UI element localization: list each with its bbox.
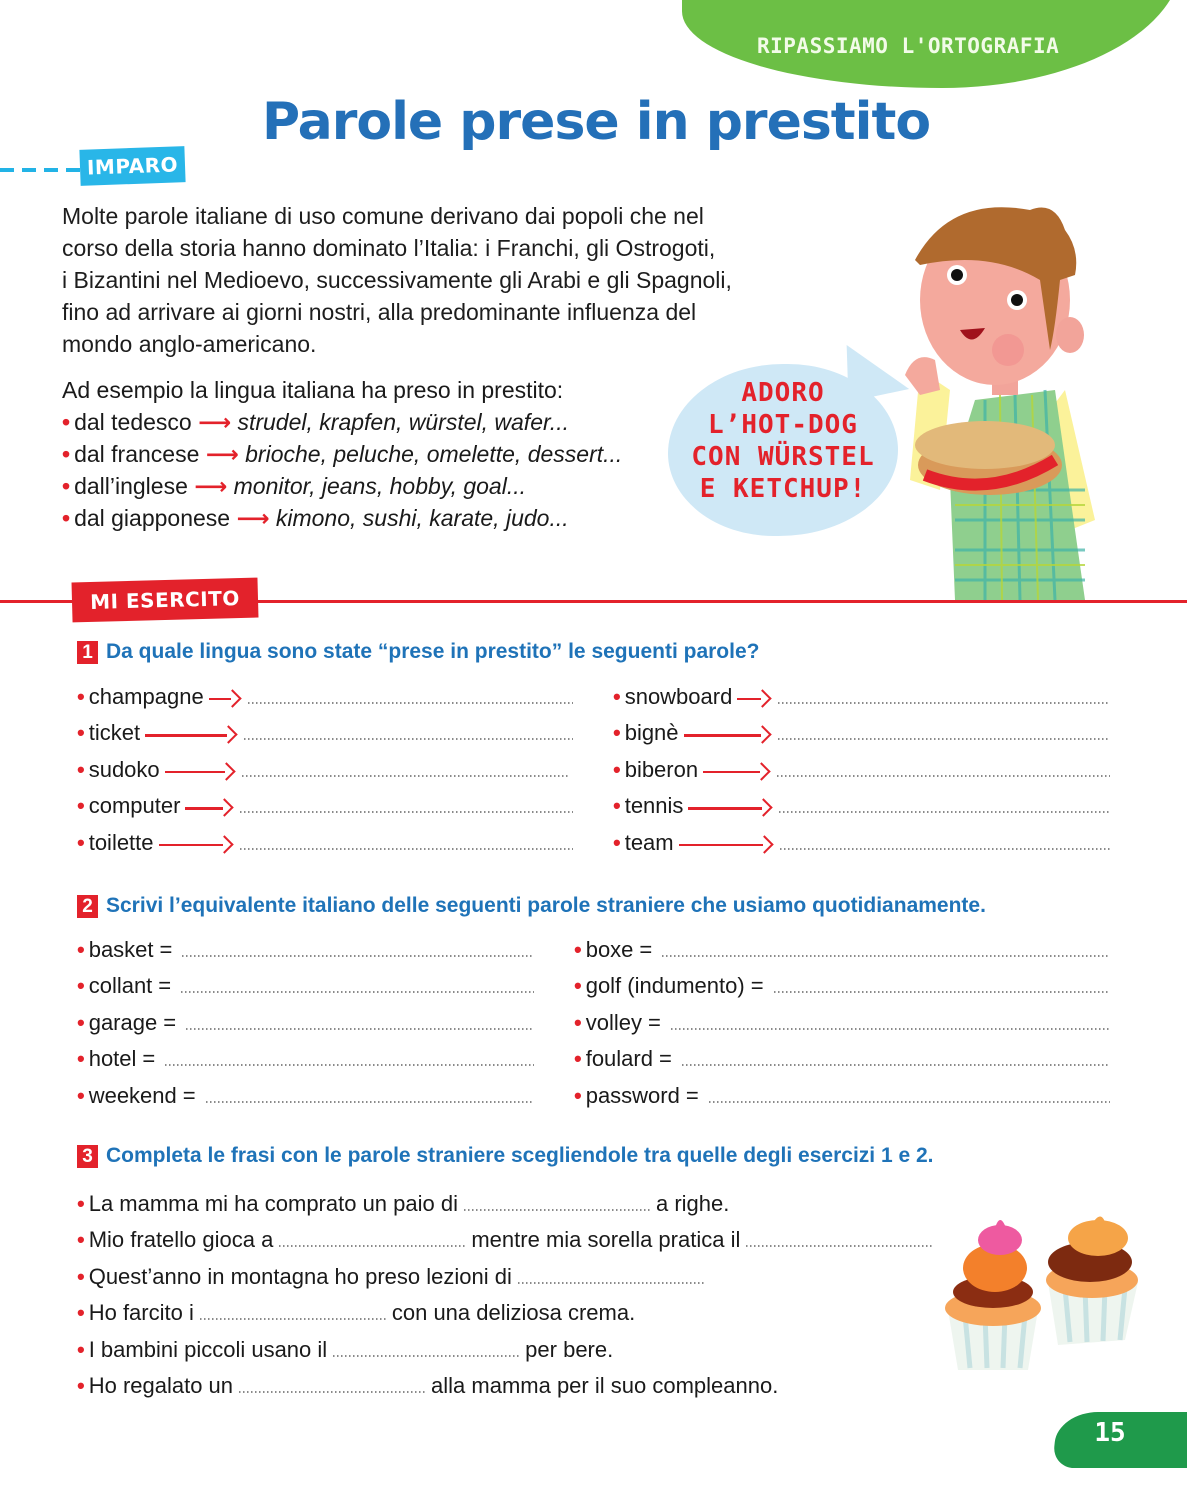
exercise-row: • champagne	[77, 673, 573, 710]
exercise-row: • volley =	[574, 999, 1110, 1036]
exercise-3-sentences	[77, 1180, 977, 1399]
answer-blank[interactable]	[279, 1245, 465, 1247]
sentence-item: • La mamma mi ha comprato un paio di a righe.	[77, 1190, 730, 1216]
example-item: • dal tedesco ⟶ strudel, krapfen, würstel, wafer...	[62, 409, 569, 435]
exercise-row: • weekend =	[77, 1072, 534, 1109]
bullet-icon: •	[613, 720, 621, 745]
bullet-icon: •	[62, 441, 71, 467]
examples-lead: Ad esempio la lingua italiana ha preso in prestito:	[62, 377, 564, 403]
exercise-row: • boxe =	[574, 926, 1110, 963]
arrow-right-icon	[209, 690, 239, 710]
exercise-number: 1	[77, 641, 98, 664]
exercise-row: • garage =	[77, 999, 534, 1036]
bullet-icon: •	[77, 1190, 85, 1216]
dashed-line	[0, 168, 80, 172]
answer-blank[interactable]	[239, 1391, 425, 1393]
bullet-icon: •	[613, 756, 621, 782]
intro-paragraph	[62, 200, 742, 360]
exercise-2-heading	[77, 894, 986, 918]
exercise-row: • basket =	[77, 926, 534, 963]
answer-blank[interactable]	[244, 738, 573, 740]
answer-blank[interactable]	[206, 1101, 534, 1103]
example-item: • dal giapponese ⟶ kimono, sushi, karate, judo...	[62, 505, 569, 531]
exercise-row: • sudoko	[77, 746, 573, 783]
bullet-icon: •	[77, 1373, 85, 1398]
answer-blank[interactable]	[778, 702, 1110, 704]
mi-esercito-tag: MI ESERCITO	[72, 578, 259, 623]
arrow-right-icon	[159, 836, 231, 856]
bullet-icon: •	[77, 720, 85, 745]
answer-blank[interactable]	[682, 1064, 1110, 1066]
intro-line: fino ad arrivare ai giorni nostri, alla predominante influenza del	[62, 299, 697, 325]
bullet-icon: •	[77, 1227, 85, 1252]
arrow-right-icon	[145, 726, 235, 746]
cream-puff-illustration	[940, 1210, 1150, 1375]
examples-list	[62, 374, 662, 534]
exercise-row: • tennis	[613, 783, 1110, 820]
exercise-2-right-column	[574, 926, 1110, 1109]
bullet-icon: •	[613, 793, 621, 818]
bullet-icon: •	[574, 973, 582, 998]
answer-blank[interactable]	[778, 738, 1110, 740]
exercise-row: • password =	[574, 1072, 1110, 1109]
exercise-row: • hotel =	[77, 1036, 534, 1073]
arrow-right-icon	[703, 763, 768, 783]
arrow-right-icon	[684, 726, 769, 746]
answer-blank[interactable]	[777, 775, 1110, 777]
arrow-right-icon	[165, 763, 233, 783]
arrow-right-icon: ⟶	[205, 441, 239, 467]
exercise-row: • golf (indumento) =	[574, 963, 1110, 1000]
bullet-icon: •	[77, 756, 85, 782]
answer-blank[interactable]	[165, 1064, 534, 1066]
bullet-icon: •	[62, 409, 71, 435]
answer-blank[interactable]	[464, 1209, 650, 1211]
bullet-icon: •	[77, 683, 85, 709]
exercise-row: • team	[613, 819, 1110, 856]
answer-blank[interactable]	[333, 1355, 519, 1357]
sentence-item: • Quest’anno in montagna ho preso lezioni di	[77, 1253, 977, 1290]
bullet-icon: •	[62, 473, 71, 499]
exercise-2-left-column	[77, 926, 534, 1109]
answer-blank[interactable]	[662, 955, 1110, 957]
sentence-item: • Ho regalato un alla mamma per il suo compleanno.	[77, 1373, 779, 1398]
answer-blank[interactable]	[248, 702, 573, 704]
bullet-icon: •	[574, 1009, 582, 1035]
speech-bubble-text: ADORO L’HOT-DOG CON WÜRSTEL E KETCHUP!	[691, 378, 875, 504]
exercise-1-left-column	[77, 673, 573, 856]
bullet-icon: •	[77, 829, 85, 855]
bullet-icon: •	[77, 936, 85, 962]
answer-blank[interactable]	[242, 775, 569, 777]
answer-blank[interactable]	[780, 848, 1110, 850]
boy-eating-hotdog-illustration	[880, 190, 1130, 600]
exercise-row: • ticket	[77, 710, 573, 747]
answer-blank[interactable]	[746, 1245, 932, 1247]
exercise-row: • foulard =	[574, 1036, 1110, 1073]
sentence-item: • Ho farcito i con una deliziosa crema.	[77, 1300, 636, 1325]
arrow-right-icon	[688, 799, 770, 819]
bullet-icon: •	[77, 1082, 85, 1108]
exercise-row: • biberon	[613, 746, 1110, 783]
answer-blank[interactable]	[709, 1101, 1110, 1103]
answer-blank[interactable]	[240, 848, 573, 850]
bullet-icon: •	[574, 936, 582, 962]
exercise-prompt: Da quale lingua sono state “prese in prestito” le seguenti parole?	[106, 640, 760, 663]
bullet-icon: •	[574, 1082, 582, 1108]
sentence-item: • I bambini piccoli usano il per bere.	[77, 1336, 614, 1362]
answer-blank[interactable]	[240, 811, 573, 813]
answer-blank[interactable]	[779, 811, 1110, 813]
exercise-prompt: Scrivi l’equivalente italiano delle seguenti parole straniere che usiamo quotidianamente.	[106, 894, 986, 917]
bullet-icon: •	[77, 793, 85, 818]
bullet-icon: •	[77, 1263, 85, 1289]
bullet-icon: •	[77, 1009, 85, 1035]
sentence-item: • Mio fratello gioca a mentre mia sorella pratica il	[77, 1217, 977, 1254]
bullet-icon: •	[77, 973, 85, 998]
bullet-icon: •	[574, 1046, 582, 1071]
exercise-number: 2	[77, 895, 98, 918]
bullet-icon: •	[77, 1046, 85, 1071]
exercise-row: • toilette	[77, 819, 573, 856]
answer-blank[interactable]	[774, 991, 1110, 993]
section-label: RIPASSIAMO L'ORTOGRAFIA	[757, 34, 1060, 58]
intro-line: corso della storia hanno dominato l’Italia: i Franchi, gli Ostrogoti,	[62, 235, 716, 261]
exercise-row: • computer	[77, 783, 573, 820]
arrow-right-icon: ⟶	[198, 409, 232, 435]
answer-blank[interactable]	[181, 991, 534, 993]
bullet-icon: •	[77, 1300, 85, 1325]
arrow-right-icon: ⟶	[194, 473, 228, 499]
bullet-icon: •	[613, 829, 621, 855]
page-title: Parole prese in prestito	[261, 92, 931, 152]
answer-blank[interactable]	[186, 1028, 534, 1030]
exercise-row: • bignè	[613, 710, 1110, 747]
answer-blank[interactable]	[182, 955, 534, 957]
example-item: • dall’inglese ⟶ monitor, jeans, hobby, goal...	[62, 473, 527, 499]
arrow-right-icon	[185, 799, 231, 819]
exercise-row: • snowboard	[613, 673, 1110, 710]
exercise-1-right-column	[613, 673, 1110, 856]
intro-line: Molte parole italiane di uso comune derivano dai popoli che nel	[62, 203, 704, 229]
arrow-right-icon	[679, 836, 771, 856]
exercise-1-heading	[77, 640, 759, 664]
intro-line: i Bizantini nel Medioevo, successivamente gli Arabi e gli Spagnoli,	[62, 267, 732, 293]
arrow-right-icon	[737, 690, 769, 710]
exercise-prompt: Completa le frasi con le parole straniere scegliendole tra quelle degli esercizi 1 e 2.	[106, 1144, 934, 1167]
exercise-3-heading	[77, 1144, 934, 1168]
bullet-icon: •	[613, 683, 621, 709]
page-number: 15	[1094, 1418, 1126, 1448]
answer-blank[interactable]	[200, 1318, 386, 1320]
answer-blank[interactable]	[671, 1028, 1110, 1030]
bullet-icon: •	[77, 1336, 85, 1362]
exercise-number: 3	[77, 1145, 98, 1168]
bullet-icon: •	[62, 505, 71, 531]
imparo-tag: IMPARO	[79, 146, 185, 186]
intro-line: mondo anglo-americano.	[62, 331, 317, 357]
exercise-row: • collant =	[77, 963, 534, 1000]
arrow-right-icon: ⟶	[236, 505, 270, 531]
answer-blank[interactable]	[518, 1282, 704, 1284]
example-item: • dal francese ⟶ brioche, peluche, omelette, dessert...	[62, 441, 623, 467]
